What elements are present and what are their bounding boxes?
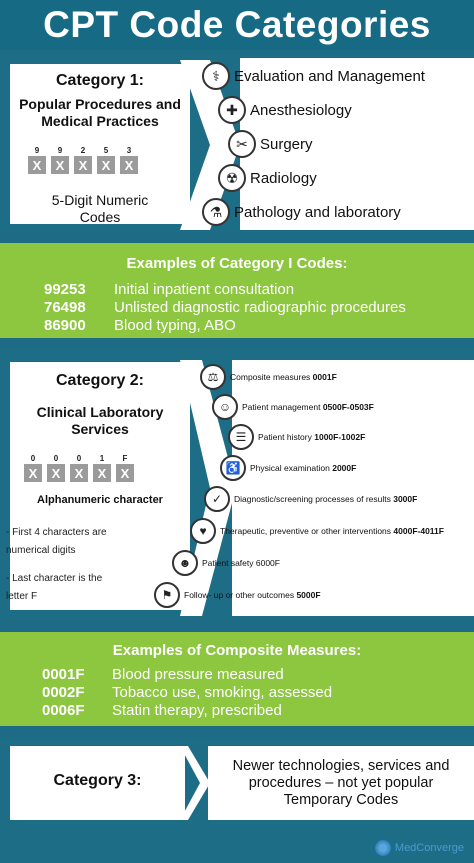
xray-icon: ☢: [218, 164, 246, 192]
list-item-label: Patient management 0500F-0503F: [242, 402, 374, 412]
example-row: [42, 702, 282, 719]
digit-slot: F X: [116, 454, 134, 482]
category2-note2: - Last character is the letter F: [6, 573, 103, 602]
microscope-icon: ⚗: [202, 198, 230, 226]
list-item: [212, 394, 374, 420]
list-item-label: Follow- up or other outcomes 5000F: [184, 590, 321, 600]
list-item-label: Composite measures 0001F: [230, 372, 337, 382]
list-item: [202, 62, 425, 90]
category1-caption: 5-Digit Numeric Codes: [51, 192, 149, 225]
example-code: 99253: [44, 281, 86, 298]
category2-section: [0, 350, 474, 620]
followup-icon: ⚑: [154, 582, 180, 608]
scalpel-icon: ✂: [228, 130, 256, 158]
examples2-title: Examples of Composite Measures:: [112, 642, 362, 659]
digit-slot: 1 X: [93, 454, 111, 482]
category2-digits: [24, 454, 134, 482]
example-code: 0001F: [42, 666, 85, 683]
list-item-label: Patient safety 6000F: [202, 558, 280, 568]
clipboard-icon: ☰: [228, 424, 254, 450]
example-desc: Blood pressure measured: [112, 666, 284, 683]
brand-globe-icon: [375, 840, 391, 856]
example-code: 0006F: [42, 702, 85, 719]
page-title: CPT Code Categories: [43, 4, 431, 45]
doctor-desk-icon: ☺: [212, 394, 238, 420]
examples1-section: [0, 243, 474, 338]
list-item: [202, 198, 401, 226]
brand-logo: [375, 840, 464, 856]
example-desc: Blood typing, ABO: [114, 317, 236, 334]
chevron-arrow-icon: [180, 746, 210, 820]
scales-icon: ⚖: [200, 364, 226, 390]
category2-note1: - First 4 characters are numerical digits: [6, 527, 107, 556]
example-desc: Statin therapy, prescribed: [112, 702, 282, 719]
example-row: [44, 317, 236, 334]
heart-hands-icon: ♥: [190, 518, 216, 544]
list-item: [154, 582, 321, 608]
exam-icon: ♿: [220, 455, 246, 481]
example-code: 76498: [44, 299, 86, 316]
category1-card: [10, 64, 190, 224]
family-icon: ☻: [172, 550, 198, 576]
list-item: [220, 455, 356, 481]
list-item-label: Pathology and laboratory: [234, 203, 401, 221]
list-item-label: Physical examination 2000F: [250, 463, 357, 473]
digit-slot: 9 X: [28, 146, 46, 174]
example-code: 86900: [44, 317, 86, 334]
list-item-label: Evaluation and Management: [234, 67, 425, 85]
list-item-label: Therapeutic, preventive or other interventions 4000F-4011F: [220, 526, 444, 536]
category2-subheading: Clinical Laboratory Services: [36, 404, 164, 437]
category3-description: [208, 746, 474, 820]
category1-heading: Category 1:: [55, 72, 145, 89]
examples2-section: [0, 632, 474, 726]
stethoscope-icon: ⚕: [202, 62, 230, 90]
example-row: [42, 666, 284, 683]
title-banner: [0, 0, 474, 50]
digit-slot: 9 X: [51, 146, 69, 174]
list-item-label: Anesthesiology: [250, 101, 352, 119]
list-item: [190, 518, 444, 544]
digit-slot: 0 X: [70, 454, 88, 482]
category3-line3: Temporary Codes: [283, 792, 399, 808]
category1-list: [209, 58, 474, 230]
example-row: [44, 299, 406, 316]
list-item-label: Diagnostic/screening processes of results 3000F: [234, 494, 418, 504]
example-desc: Tobacco use, smoking, assessed: [112, 684, 333, 701]
category3-line2: procedures – not yet popular: [248, 775, 434, 791]
example-desc: Initial inpatient consultation: [114, 281, 295, 298]
syringe-icon: ✚: [218, 96, 246, 124]
list-item: [228, 424, 365, 450]
digit-slot: 3 X: [120, 146, 138, 174]
list-item-label: Surgery: [260, 135, 313, 153]
category2-heading: Category 2:: [55, 372, 145, 389]
category3-line1: Newer technologies, services and: [232, 758, 450, 774]
example-code: 0002F: [42, 684, 85, 701]
list-item: [172, 550, 280, 576]
list-item: [204, 486, 417, 512]
list-item-label: Patient history 1000F-1002F: [258, 432, 366, 442]
brand-name: MedConverge: [394, 842, 464, 854]
category2-caption: Alphanumeric character: [37, 494, 163, 506]
category1-digits: [28, 146, 138, 174]
examples1-title: Examples of Category I Codes:: [126, 255, 348, 272]
category1-section: [0, 50, 474, 233]
digit-slot: 2 X: [74, 146, 92, 174]
diagnostic-icon: ✓: [204, 486, 230, 512]
digit-slot: 5 X: [97, 146, 115, 174]
example-desc: Unlisted diagnostic radiographic procedures: [114, 299, 406, 316]
digit-slot: 0 X: [24, 454, 42, 482]
category2-card: [6, 362, 190, 610]
category1-subheading: Popular Procedures and Medical Practices: [19, 96, 181, 129]
category2-list: [161, 360, 474, 616]
list-item: [228, 130, 313, 158]
category3-heading: Category 3:: [53, 772, 142, 789]
list-item-label: Radiology: [250, 169, 317, 187]
example-row: [44, 281, 294, 298]
list-item: [218, 164, 317, 192]
list-item: [218, 96, 352, 124]
example-row: [42, 684, 332, 701]
category3-card: [10, 746, 185, 820]
digit-slot: 0 X: [47, 454, 65, 482]
list-item: [200, 364, 337, 390]
